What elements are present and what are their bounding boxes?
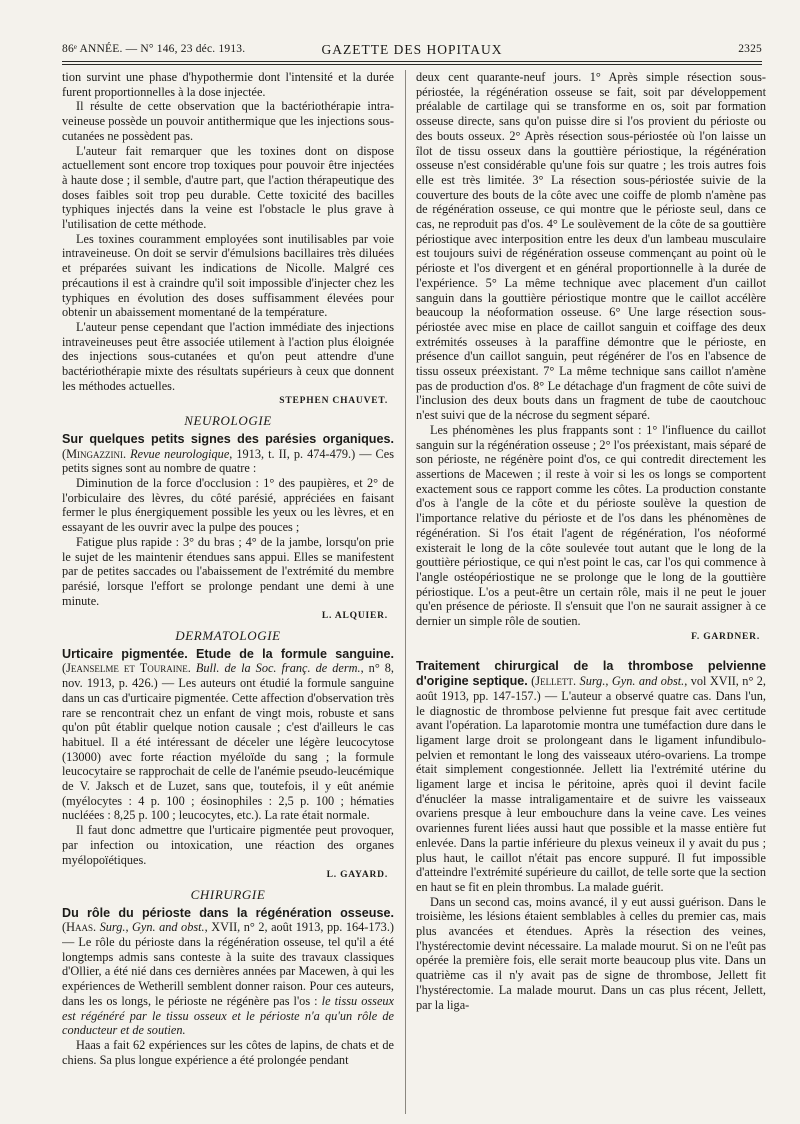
article-title: Du rôle du périoste dans la régénération osseuse. xyxy=(62,905,394,920)
left-column xyxy=(62,70,394,1114)
article-journal: Surg., Gyn. and obst. xyxy=(99,920,205,935)
article-title: Urticaire pigmentée. Etude de la formule sanguine. xyxy=(62,646,394,661)
section-heading-neurologie: NEUROLOGIE xyxy=(184,413,272,429)
author-signature: F. GARDNER. xyxy=(691,631,760,642)
author-signature: L. ALQUIER. xyxy=(321,611,388,622)
article-author: Jeanselme et Touraine. xyxy=(66,661,191,676)
issue-info: 86ᵉ ANNÉE. — N° 146, 23 déc. 1913. xyxy=(62,43,246,55)
paragraph: Les phénomènes les plus frappants sont : 1° l'influence du caillot sanguin sur la régénération osseuse ; 2° l'os préexistant, mais séparé de son périoste, ne régénère point d'os, ce qui contredit directement les assertions de Macewen ; il reste à voir si les os longs se comportent exactement sous ce rapport comme les côtes. La production constante d'os à l'angle de la côte et du périoste soulève la question de l'importance relative du périoste et de l'os dans les phénomènes de régénération. Si l'os était l'agent de régénération, l'os néoformé existerait le long de la côte soulevée tout autant que le long de la gouttière périostique, ce qui n'est point le cas, car l'os qui commence à l'angle ostéopériostique ne se prolonge que le long de la gouttière périostique. L'os a peut-être un certain rôle, mais il ne peut le jouer qu'en présence de périoste. Il s'ensuit que l'on ne saurait assigner à ce dernier un simple rôle de soutien. xyxy=(416,422,766,629)
journal-title: GAZETTE DES HOPITAUX xyxy=(321,42,503,57)
header-rule xyxy=(62,61,762,62)
paragraph: Il résulte de cette observation que la bactériothérapie intra-veineuse possède un pouvoir antithermique que les injections sous-cutanées ne possèdent pas. xyxy=(62,99,394,143)
article-neurologie: Sur quelques petits signes des parésies organiques. (Mingazzini. Revue neurologique, 1913, t. II, p. 474-479.) — Ces petits signes sont au nombre de quatre : xyxy=(62,431,394,476)
column-divider xyxy=(405,70,406,1114)
article-text: , n° 8, nov. 1913, p. 426.) — Les auteurs ont étudié la formule sanguine dans un cas d'urticaire pigmentée. Cette affection d'observation très rare se rencontrait chez un enfant de vingt mois, robuste et sans qu'on pût établir quelque notion causale ; c'est d'ailleurs le cas habituel. Il a été intéressant de déceler une légère leucocytose (13000) avec forte réaction myéloïde du sang ; la formule leucocytaire se rapprochait de celle de l'anémie pseudo-leucémique de V. Jaksch et de Luzet, sans que, toutefois, il y eût anémie (myélocytes : 4 p. 100 ; éosinophiles : 2,5 p. 100 ; hématies nucléées : 8,25 p. 100 ; leucocytes, etc.). La rate était normale. xyxy=(62,661,394,823)
paragraph: Les toxines couramment employées sont inutilisables par voie intraveineuse. On doit se servir d'émulsions bacillaires très diluées et préparées suivant les indications de Nicolle. Malgré ces précautions il est à craindre qu'il soit impossible d'injecter chez les typhiques en évolution des doses suffisamment élevées pour obtenir un abaissement momentané de la température. xyxy=(62,231,394,320)
paragraph: Dans un second cas, moins avancé, il y eut aussi guérison. Dans le troisième, les lésions étaient semblables à celles du premier cas, mais plus avancées et étendues. Après la résection des veines, l'hystérectomie devint nécessaire. La malade mourut. Si on ne l'eût pas opérée la première fois, elle serait morte beaucoup plus vite. Dans un quatrième cas il n'y avait pas de signe de thrombose, Jellett fit l'hystérectomie. La malade mourut. Dans un cas plus récent, Jellett, par la liga- xyxy=(416,894,766,1012)
paragraph: L'auteur fait remarquer que les toxines dont on dispose actuellement sont encore trop toxiques pour pouvoir être injectées à haute dose ; il semble, d'autre part, que l'action thérapeutique des doses faibles soit trop peu durable. Cette toxicité des bacilles typhiques injectés dans la veine est l'obstacle le plus grave à l'utilisation de cette méthode. xyxy=(62,143,394,232)
section-heading-dermatologie: DERMATOLOGIE xyxy=(175,628,281,644)
article-author: Jellett. xyxy=(535,674,577,689)
article-italic-text: le tissu osseux est régénéré par le tissu osseux et le périoste n'a qu'un rôle de conducteur et de soutien. xyxy=(62,993,394,1038)
article-text: , XVII, n° 2, août 1913, pp. 164-173.) — Le rôle du périoste dans la régénération osseuse, tel qu'il a été longtemps admis sans conteste à la suite des travaux classiques d'Ollier, a été nié dans ces dernières années par Macewen, à qui les expériences de Wetherill semblent donner raison. Pour ces auteurs, dans les os longs, le périoste ne régénère pas l'os : xyxy=(62,920,394,1008)
paragraph: Fatigue plus rapide : 3° du bras ; 4° de la jambe, lorsqu'on prie le sujet de les maintenir étendues sans appui. Elles se manifestent par de petites saccades ou l'abaissement de l'extrémité du membre parésié, lorsque l'effort se prolonge pendant une demi à une minute. xyxy=(62,534,394,608)
article-title: Sur quelques petits signes des parésies organiques. xyxy=(62,431,394,446)
author-signature: STEPHEN CHAUVET. xyxy=(279,396,388,407)
paragraph: Il faut donc admettre que l'urticaire pigmentée peut provoquer, par infection ou intoxication, une réaction des organes myélopoïétiques. xyxy=(62,823,394,867)
paragraph: L'auteur pense cependant que l'action immédiate des injections intraveineuses peut être associée utilement à l'action plus éloignée des injections sous-cutanées et qu'on peut attendre d'une bactériothérapie mixte des résultats supérieurs à ceux que donnent les méthodes actuelles. xyxy=(62,319,394,393)
paragraph: deux cent quarante-neuf jours. 1° Après simple résection sous-périostée, la régénération osseuse se fait, soit par développement préalable de cartilage qui se transforme en os, soit par formation osseuse directe, sans qu'on puisse dire si l'os provient du périoste ou des bouts osseux. 2° Après résection sous-périostée où l'on laisse un îlot de tissu osseux dans la gouttière périostique, la régénération osseuse n'est considérable qu'une fois sur quatre ; les trois autres fois elle est très limitée. 3° La résection sous-périostée suivie de la couverture des bouts de la côte avec une coiffe de plomb n'amène pas de régénération osseuse, ce qui montre que le périoste seul, dans ce cas, ne reproduit pas d'os. 4° Le soulèvement de la côte de sa gouttière périostique avec interposition entre les deux d'un lambeau musculaire est toujours suivi de régénération osseuse commençant au point où le périoste et l'os divergent et en général proportionnelle à la durée de l'expérience. 5° La même technique avec placement d'un caillot sanguin dans la gouttière périostique montre que le caillot accélère beaucoup la néoformation osseuse. 6° Une large résection sous-périostée avec mise en place de caillot sanguin et coiffage des deux extrémités osseuses à la paraffine démontre que le périoste, en présence d'un caillot sanguin, peut régénérer de l'os en l'absence de tissu osseux préexistant. 7° La même technique sans caillot n'amène pas de production d'os. 8° Le détachage d'un fragment de côte suivi de l'inclusion des deux bouts dans un fragment de tube de caoutchouc n'est suivi que de la nécrose du segment séparé. xyxy=(416,70,766,423)
article-dermatologie: Urticaire pigmentée. Etude de la formule sanguine. (Jeanselme et Touraine. Bull. de la Soc. franç. de derm., n° 8, nov. 1913, p. 426.) — Les auteurs ont étudié la formule sanguine dans un cas d'urticaire pigmentée. Cette affection d'observation très rare se rencontrait chez un enfant de vingt mois, robuste et sans qu'on pût établir quelque notion causale ; c'est d'ailleurs le cas habituel. Il a été intéressant de déceler une légère leucocytose (13000) avec forte réaction myéloïde du sang ; la formule leucocytaire se rapprochait de celle de l'anémie pseudo-leucémique de V. Jaksch et de Luzet, sans que, toutefois, il y eût anémie (myélocytes : 4 p. 100 ; éosinophiles : 2,5 p. 100 ; hématies nucléées : 8,25 p. 100 ; leucocytes, etc.). La rate était normale. xyxy=(62,646,394,823)
article-author: Haas. xyxy=(66,920,97,935)
page-number: 2325 xyxy=(738,43,762,55)
paragraph: Haas a fait 62 expériences sur les côtes de lapins, de chats et de chiens. Sa plus longue expérience a été prolongée pendant xyxy=(62,1038,394,1067)
paragraph: tion survint une phase d'hypothermie dont l'intensité et la durée furent proportionnelles à la dose injectée. xyxy=(62,70,394,99)
article-chirurgie: Du rôle du périoste dans la régénération osseuse. (Haas. Surg., Gyn. and obst., XVII, n° 2, août 1913, pp. 164-173.) — Le rôle du périoste dans la régénération osseuse, tel qu'il a été longtemps admis sans conteste à la suite des travaux classiques d'Ollier, a été nié dans ces dernières années par Macewen, à qui les expériences de Wetherill semblent donner raison. Pour ces auteurs, dans les os longs, le périoste ne régénère pas l'os : le tissu osseux est régénéré par le tissu osseux et le périoste n'a qu'un rôle de conducteur et de soutien. xyxy=(62,905,394,1038)
header-rule-thin xyxy=(62,64,762,65)
article-text: , vol XVII, n° 2, août 1913, pp. 147-157.) — L'auteur a observé quatre cas. Dans l'un, le diagnostic de thrombose pelvienne fut presque fait avec certitude avant l'opération. La laparotomie montra une tuméfaction dure dans le ligament large droit se prolongeant dans le ligament infundibulo-pelvien et remontant le long des vaisseaux utéro-ovariens. La trompe était simplement congestionnée. Jellett lia l'extrémité utérine du ligament large et incisa le péritoine, après quoi il devint facile d'énucléer la masse intraligamentaire et de suivre les vaisseaux ovariens presque à leur embouchure dans la veine cave. Les veines ovariennes furent liées aussi haut que possible et la masse entière fut enlevée. Dans la partie inférieure du plexus veineux il y avait du pus ; plus haut, le caillot n'était pas encore suppuré. Il fut impossible d'atteindre l'extrémité supérieure du caillot, de telle sorte que la section en haut se fit en plein thrombus. La malade guérit. xyxy=(416,674,766,894)
article-author: Mingazzini. xyxy=(66,446,127,461)
author-signature: L. GAYARD. xyxy=(326,870,388,881)
section-heading-chirurgie: CHIRURGIE xyxy=(190,886,266,902)
running-header xyxy=(62,40,762,60)
article-journal: Revue neurologique xyxy=(130,446,230,461)
article-title: Traitement chirurgical de la thrombose pelvienne d'origine septique. xyxy=(416,659,766,689)
article-journal: Surg., Gyn. and obst. xyxy=(579,674,685,689)
article-thrombose: Traitement chirurgical de la thrombose pelvienne d'origine septique. (Jellett. Surg., Gyn. and obst., vol XVII, n° 2, août 1913, pp. 147-157.) — L'auteur a observé quatre cas. Dans l'un, le diagnostic de thrombose pelvienne fut presque fait avec certitude avant l'opération. La laparotomie montra une tuméfaction dure dans le ligament large droit se prolongeant dans le ligament infundibulo-pelvien et remontant le long des vaisseaux utéro-ovariens. La trompe était simplement congestionnée. Jellett lia l'extrémité utérine du ligament large et incisa le péritoine, après quoi il devint facile d'énucléer la masse intraligamentaire et de suivre les vaisseaux ovariens presque à leur embouchure dans la veine cave. Les veines ovariennes furent liées aussi haut que possible et la masse entière fut enlevée. Dans la partie inférieure du plexus veineux il y avait du pus ; plus haut, le caillot n'était pas encore suppuré. Il fut impossible d'atteindre l'extrémité supérieure du caillot, de telle sorte que la section en haut se fit en plein thrombus. La malade guérit. xyxy=(416,659,766,894)
paragraph: Diminution de la force d'occlusion : 1° des paupières, et 2° de l'orbiculaire des lèvres, du côté parésié, appréciées en faisant fermer le plus énergiquement possible les yeux ou les lèvres, et en essayant de les ouvrir avec la pulpe des pouces ; xyxy=(62,475,394,535)
article-text: , 1913, t. II, p. 474-479.) — Ces petits signes sont au nombre de quatre : xyxy=(62,446,394,476)
spacer xyxy=(416,647,766,659)
right-column xyxy=(416,70,766,1114)
article-journal: Bull. de la Soc. franç. de derm. xyxy=(195,661,361,676)
